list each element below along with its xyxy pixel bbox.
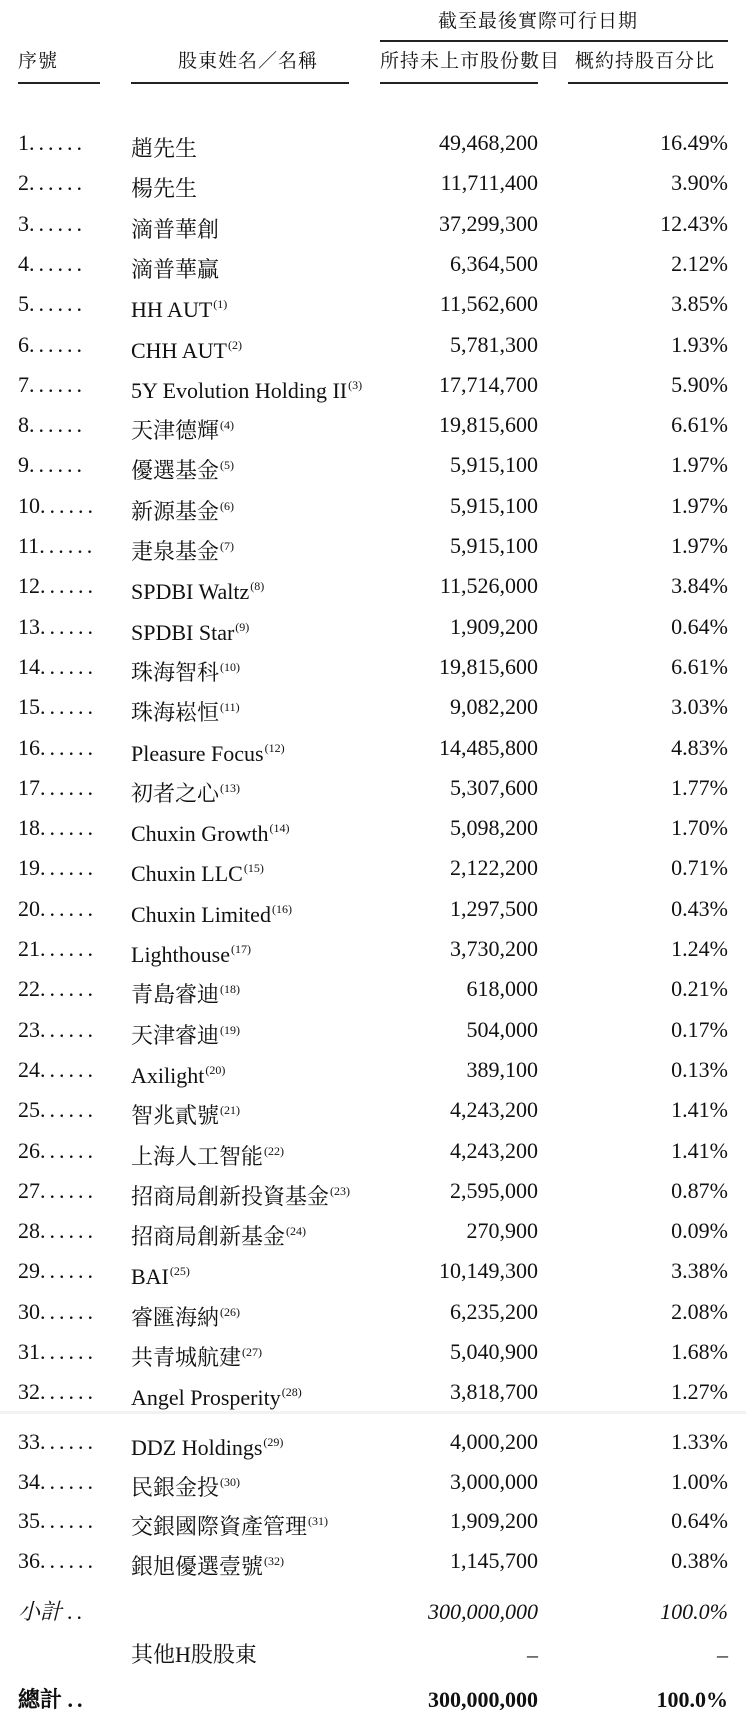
row-index: 16...... [18, 734, 97, 760]
total-percentage: 100.0% [656, 1687, 728, 1712]
subtotal-shares: 300,000,000 [428, 1599, 538, 1624]
footnote-ref[interactable]: (14) [269, 821, 290, 836]
shareholder-name: 優選基金$^{(5)}$ [131, 458, 235, 484]
footnote-ref[interactable]: (16) [271, 901, 292, 916]
shares-held: 49,468,200 [439, 130, 538, 155]
shareholder-name: 智兆貳號$^{(21)}$ [131, 1103, 241, 1129]
shareholding-percentage: 6.61% [671, 653, 728, 679]
row-index: 34...... [18, 1468, 97, 1494]
row-index: 12...... [18, 573, 97, 599]
table-row [0, 687, 746, 727]
footnote-ref[interactable]: (5) [220, 458, 235, 473]
shareholding-percentage: 0.87% [671, 1177, 728, 1203]
shares-held: 3,000,000 [450, 1468, 538, 1494]
column-rule-name [131, 82, 349, 84]
table-row [0, 1541, 746, 1581]
row-index: 26...... [18, 1137, 97, 1163]
shareholding-percentage: 1.24% [671, 936, 728, 961]
shares-held: 4,000,200 [450, 1429, 538, 1454]
shareholder-name: 滴普華創 [131, 216, 220, 242]
shares-held: 9,082,200 [450, 694, 538, 720]
row-index: 10...... [18, 492, 97, 518]
row-index: 23...... [18, 1016, 97, 1042]
row-index: 33...... [18, 1429, 97, 1454]
shareholding-percentage: 0.38% [671, 1547, 728, 1573]
footnote-ref[interactable]: (26) [220, 1304, 241, 1319]
shareholder-name: 交銀國際資產管理$^{(31)}$ [131, 1514, 329, 1539]
table-row [0, 1292, 746, 1332]
total-shares: 300,000,000 [428, 1687, 538, 1712]
column-header-index: 序號 [18, 50, 59, 72]
other-h-shareholders-percentage: – [717, 1642, 728, 1667]
row-index: 1...... [18, 130, 86, 155]
footnote-ref[interactable]: (13) [220, 780, 241, 795]
shares-held: 618,000 [466, 976, 538, 1002]
shareholding-percentage: 1.41% [671, 1137, 728, 1163]
footnote-ref[interactable]: (4) [220, 418, 235, 433]
subtotal-percentage: 100.0% [660, 1599, 728, 1624]
table-row [0, 1090, 746, 1130]
shareholder-name: 天津德輝$^{(4)}$ [131, 418, 235, 444]
footnote-ref[interactable]: (30) [220, 1474, 241, 1489]
shareholder-name: DDZ Holdings$^{(29)}$ [131, 1435, 284, 1460]
footnote-ref[interactable]: (22) [264, 1143, 285, 1158]
footnote-ref[interactable]: (24) [286, 1224, 307, 1239]
other-h-shareholders-row [0, 1635, 746, 1675]
footnote-ref[interactable]: (10) [220, 659, 241, 674]
table-row [0, 929, 746, 969]
row-index: 6...... [18, 331, 86, 357]
footnote-ref[interactable]: (31) [308, 1514, 329, 1528]
shares-held: 19,815,600 [439, 653, 538, 679]
subtotal-label: 小計 .. [18, 1599, 87, 1624]
shareholding-percentage: 3.38% [671, 1258, 728, 1284]
shareholder-name: 招商局創新投資基金$^{(23)}$ [131, 1183, 351, 1209]
table-row [0, 728, 746, 768]
table-row [0, 1211, 746, 1251]
shares-held: 5,915,100 [450, 533, 538, 558]
shareholding-percentage: 0.09% [671, 1218, 728, 1244]
group-header: 截至最後實際可行日期 [438, 10, 639, 32]
shareholding-percentage: 3.03% [671, 694, 728, 720]
shareholder-name: Chuxin LLC$^{(15)}$ [131, 861, 264, 887]
shareholder-name: 滴普華贏 [131, 256, 220, 282]
shareholding-percentage: 3.84% [671, 573, 728, 599]
table-row [0, 1010, 746, 1050]
row-index: 5...... [18, 291, 86, 317]
table-row [0, 445, 746, 485]
table-row [0, 1171, 746, 1211]
footnote-ref[interactable]: (2) [227, 337, 242, 352]
shareholder-name: Lighthouse$^{(17)}$ [131, 942, 251, 967]
row-index: 24...... [18, 1056, 97, 1082]
table-row [0, 607, 746, 647]
shares-held: 11,526,000 [439, 573, 538, 599]
shareholder-name: 銀旭優選壹號$^{(32)}$ [131, 1553, 285, 1579]
shareholder-name: 疌泉基金$^{(7)}$ [131, 539, 235, 564]
other-h-shareholders-shares: – [527, 1642, 538, 1667]
shareholding-percentage: 2.08% [671, 1298, 728, 1324]
column-rule-shares [380, 82, 538, 84]
shareholder-name: 民銀金投$^{(30)}$ [131, 1474, 241, 1500]
shareholder-name: Chuxin Limited$^{(16)}$ [131, 901, 292, 927]
shares-held: 3,730,200 [450, 936, 538, 961]
shareholder-name: 新源基金$^{(6)}$ [131, 498, 235, 524]
column-header-name: 股東姓名／名稱 [178, 50, 319, 72]
shareholder-name: BAI$^{(25)}$ [131, 1264, 190, 1290]
shareholder-name: 初者之心$^{(13)}$ [131, 780, 241, 806]
shareholding-percentage: 0.17% [671, 1016, 728, 1042]
subtotal-row [0, 1592, 746, 1632]
shareholding-percentage: 1.27% [671, 1379, 728, 1405]
footnote-ref[interactable]: (25) [169, 1264, 190, 1279]
row-index: 21...... [18, 936, 97, 961]
shareholding-percentage: 3.90% [671, 170, 728, 196]
shareholder-name: SPDBI Star$^{(9)}$ [131, 619, 250, 645]
table-row [0, 1251, 746, 1291]
shareholding-percentage: 1.97% [671, 452, 728, 478]
shares-held: 504,000 [466, 1016, 538, 1042]
table-row [0, 1422, 746, 1462]
footnote-ref[interactable]: (18) [220, 982, 241, 997]
shareholder-name: 珠海智科$^{(10)}$ [131, 659, 241, 685]
row-index: 22...... [18, 976, 97, 1002]
row-index: 32...... [18, 1379, 97, 1405]
shareholder-name: 5Y Evolution Holding II$^{(3)}$ [131, 377, 363, 403]
table-row [0, 848, 746, 888]
shares-held: 270,900 [466, 1218, 538, 1244]
shareholding-percentage: 2.12% [671, 250, 728, 276]
shares-held: 17,714,700 [439, 371, 538, 397]
shares-held: 5,040,900 [450, 1339, 538, 1364]
shares-held: 37,299,300 [439, 210, 538, 236]
total-row [0, 1680, 746, 1720]
footnote-ref[interactable]: (17) [231, 942, 251, 956]
shareholding-percentage: 1.70% [671, 815, 728, 841]
table-row [0, 647, 746, 687]
row-index: 20...... [18, 895, 97, 921]
shareholder-name: 睿匯海納$^{(26)}$ [131, 1304, 241, 1330]
footnote-ref[interactable]: (12) [264, 740, 285, 755]
table-row [0, 163, 746, 203]
shares-held: 389,100 [466, 1056, 538, 1082]
shares-held: 1,145,700 [450, 1547, 538, 1573]
row-index: 29...... [18, 1258, 97, 1284]
shares-held: 10,149,300 [439, 1258, 538, 1284]
row-index: 36...... [18, 1547, 97, 1573]
shares-held: 3,818,700 [450, 1379, 538, 1405]
column-header-shares: 所持未上市股份數目 [380, 50, 561, 72]
row-index: 17...... [18, 774, 97, 800]
row-index: 4...... [18, 250, 86, 276]
shares-held: 1,297,500 [450, 895, 538, 921]
footnote-ref[interactable]: (23) [330, 1183, 351, 1198]
shareholding-percentage: 0.21% [671, 976, 728, 1002]
shareholding-percentage: 1.93% [671, 331, 728, 357]
shareholder-name: Pleasure Focus$^{(12)}$ [131, 740, 285, 766]
table-row [0, 486, 746, 526]
table-row [0, 1131, 746, 1171]
column-rule-index [18, 82, 100, 84]
shareholding-percentage: 4.83% [671, 734, 728, 760]
footnote-ref[interactable]: (21) [220, 1103, 241, 1118]
column-rule-percentage [568, 82, 728, 84]
shareholder-name: 楊先生 [131, 176, 198, 202]
shareholding-percentage: 0.64% [671, 1508, 728, 1533]
shares-held: 6,235,200 [450, 1298, 538, 1324]
table-row [0, 969, 746, 1009]
table-row [0, 1501, 746, 1541]
row-index: 27...... [18, 1177, 97, 1203]
shares-held: 6,364,500 [450, 250, 538, 276]
shares-held: 4,243,200 [450, 1097, 538, 1123]
footnote-ref[interactable]: (6) [220, 498, 235, 513]
shares-held: 1,909,200 [450, 613, 538, 639]
shares-held: 14,485,800 [439, 734, 538, 760]
table-row [0, 768, 746, 808]
shareholding-percentage: 5.90% [671, 371, 728, 397]
shareholder-name: SPDBI Waltz$^{(8)}$ [131, 579, 265, 605]
shareholder-name: Axilight$^{(20)}$ [131, 1062, 226, 1088]
shareholder-name: Chuxin Growth$^{(14)}$ [131, 821, 290, 847]
row-index: 30...... [18, 1298, 97, 1324]
shares-held: 5,915,100 [450, 492, 538, 518]
table-row [0, 526, 746, 566]
footnote-ref[interactable]: (32) [264, 1553, 285, 1568]
shareholding-percentage: 0.43% [671, 895, 728, 921]
table-row [0, 204, 746, 244]
footnote-ref[interactable]: (29) [263, 1435, 284, 1449]
footnote-ref[interactable]: (3) [348, 377, 363, 392]
table-row [0, 284, 746, 324]
shareholding-percentage: 1.77% [671, 774, 728, 800]
shareholder-name: CHH AUT$^{(2)}$ [131, 337, 242, 363]
shares-held: 5,307,600 [450, 774, 538, 800]
row-index: 18...... [18, 815, 97, 841]
row-index: 19...... [18, 855, 97, 881]
shareholding-percentage: 1.33% [671, 1429, 728, 1454]
shares-held: 2,122,200 [450, 855, 538, 881]
footnote-ref[interactable]: (11) [220, 700, 240, 715]
row-index: 11...... [18, 533, 97, 558]
shares-held: 19,815,600 [439, 412, 538, 438]
shareholder-name: 上海人工智能$^{(22)}$ [131, 1143, 285, 1169]
row-index: 35...... [18, 1508, 97, 1533]
shareholder-name: 青島睿迪$^{(18)}$ [131, 982, 241, 1008]
shares-held: 5,098,200 [450, 815, 538, 841]
row-index: 15...... [18, 694, 97, 720]
footnote-ref[interactable]: (28) [281, 1385, 302, 1400]
footnote-ref[interactable]: (27) [242, 1345, 263, 1359]
table-row [0, 1372, 746, 1412]
table-row [0, 365, 746, 405]
shareholding-percentage: 3.85% [671, 291, 728, 317]
row-index: 25...... [18, 1097, 97, 1123]
shareholding-percentage: 1.97% [671, 533, 728, 558]
shareholding-percentage: 1.41% [671, 1097, 728, 1123]
shareholder-name: 珠海崧恒$^{(11)}$ [131, 700, 240, 726]
row-index: 13...... [18, 613, 97, 639]
row-index: 9...... [18, 452, 86, 478]
group-header-rule [380, 40, 728, 42]
footnote-ref[interactable]: (15) [243, 861, 264, 876]
row-index: 3...... [18, 210, 86, 236]
table-row [0, 566, 746, 606]
footnote-ref[interactable]: (9) [235, 619, 250, 634]
shareholding-percentage: 0.64% [671, 613, 728, 639]
row-index: 8...... [18, 412, 86, 438]
shares-held: 2,595,000 [450, 1177, 538, 1203]
shares-held: 1,909,200 [450, 1508, 538, 1533]
shareholder-name: 共青城航建$^{(27)}$ [131, 1345, 263, 1370]
row-index: 28...... [18, 1218, 97, 1244]
footnote-ref[interactable]: (1) [213, 297, 228, 312]
shares-held: 4,243,200 [450, 1137, 538, 1163]
column-header-percentage: 概約持股百分比 [575, 50, 716, 72]
shareholder-name: Angel Prosperity$^{(28)}$ [131, 1385, 302, 1411]
total-label: 總計 .. [18, 1687, 87, 1712]
table-row [0, 1050, 746, 1090]
shareholding-percentage: 0.71% [671, 855, 728, 881]
table-row [0, 405, 746, 445]
shareholder-name: 招商局創新基金$^{(24)}$ [131, 1224, 307, 1250]
footnote-ref[interactable]: (8) [250, 579, 265, 594]
shareholding-percentage: 1.00% [671, 1468, 728, 1494]
shareholding-percentage: 16.49% [660, 130, 728, 155]
row-index: 7...... [18, 371, 86, 397]
row-index: 31...... [18, 1339, 97, 1364]
shareholding-percentage: 12.43% [660, 210, 728, 236]
table-row [0, 244, 746, 284]
row-index: 14...... [18, 653, 97, 679]
shareholding-percentage: 1.68% [671, 1339, 728, 1364]
page-seam [0, 1411, 746, 1414]
row-index: 2...... [18, 170, 86, 196]
table-row [0, 123, 746, 163]
shareholder-name: 趙先生 [131, 136, 198, 161]
shares-held: 5,781,300 [450, 331, 538, 357]
shares-held: 5,915,100 [450, 452, 538, 478]
table-row [0, 1462, 746, 1502]
shareholder-name: HH AUT$^{(1)}$ [131, 297, 228, 323]
shares-held: 11,562,600 [439, 291, 538, 317]
shareholding-percentage: 1.97% [671, 492, 728, 518]
footnote-ref[interactable]: (19) [220, 1022, 241, 1037]
footnote-ref[interactable]: (7) [220, 539, 235, 553]
other-h-shareholders-label: 其他H股股東 [131, 1642, 257, 1667]
shareholding-percentage: 0.13% [671, 1056, 728, 1082]
table-row [0, 1332, 746, 1372]
shares-held: 11,711,400 [440, 170, 538, 196]
table-row [0, 808, 746, 848]
footnote-ref[interactable]: (20) [205, 1062, 226, 1077]
table-row [0, 889, 746, 929]
shareholder-name: 天津睿迪$^{(19)}$ [131, 1022, 241, 1048]
table-row [0, 325, 746, 365]
shareholding-percentage: 6.61% [671, 412, 728, 438]
